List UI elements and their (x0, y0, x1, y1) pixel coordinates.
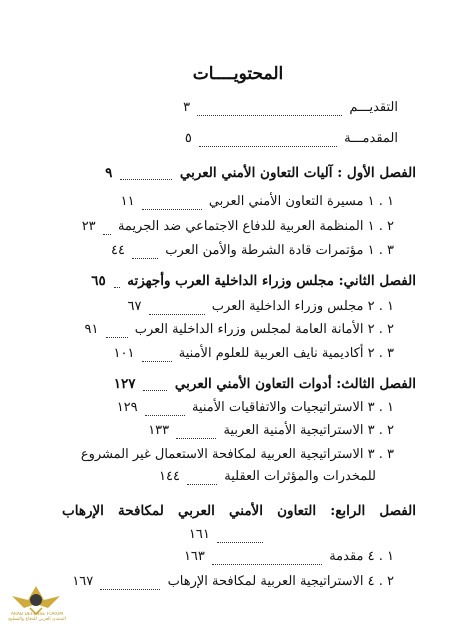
leader-dots (106, 323, 128, 338)
toc-entry-page: ١٦١ (188, 527, 210, 542)
toc-chapter-1 (105, 162, 416, 182)
toc-entry-3-1 (117, 398, 394, 418)
watermark-logo-icon (4, 578, 68, 634)
toc-entry-text: الفصل الثاني: مجلس وزراء الداخلية العرب وأجهزته (127, 272, 416, 289)
toc-entry-page: ٢٣ (81, 219, 96, 234)
leader-dots (176, 424, 216, 439)
toc-entry-1-3 (111, 241, 394, 261)
leader-dots (143, 376, 167, 391)
toc-entry-page: ٦٧ (127, 299, 142, 314)
toc-entry-page: ١٣٣ (148, 423, 170, 438)
toc-entry-1-2 (82, 217, 394, 237)
toc-entry-3-2 (148, 421, 394, 441)
leader-dots (197, 101, 342, 116)
toc-entry-3-3 (81, 445, 394, 465)
toc-chapter-4 (62, 501, 416, 521)
toc-entry-2-1 (128, 297, 394, 317)
leader-dots (120, 165, 172, 180)
leader-dots (142, 347, 172, 362)
toc-entry-1-1 (121, 192, 394, 212)
leader-dots (114, 273, 120, 288)
toc-entry-2-3 (114, 344, 394, 364)
toc-entry-text: ٢ . ١ المنظمة العربية للدفاع الاجتماعي ضد الجريمة (117, 219, 394, 234)
toc-entry-text: ٢ . ٤ الاستراتيجية العربية لمكافحة الإرهاب (167, 574, 394, 589)
toc-entry-text: ١ . ٢ مجلس وزراء الداخلية العرب (211, 299, 394, 314)
toc-entry-text: التقديـــم (349, 100, 398, 115)
toc-entry-introduction (183, 98, 398, 118)
toc-entry-page: ١٠١ (113, 346, 135, 361)
toc-entry-text: ١ . ٤ مقدمة (329, 549, 394, 564)
watermark-logo-text (6, 612, 68, 622)
toc-entry-text: ٢ . ٣ الاستراتيجية الأمنية العربية (223, 423, 394, 438)
toc-entry-page: ١٢٩ (116, 400, 138, 415)
leader-dots (212, 550, 322, 565)
toc-entry-2-2 (85, 320, 395, 340)
toc-entry-4-1 (184, 547, 394, 567)
leader-dots (199, 132, 337, 147)
toc-entry-preface (185, 129, 398, 149)
toc-entry-page: ١٢٧ (113, 375, 136, 392)
toc-chapter-4-cont (189, 525, 266, 545)
leader-dots (100, 575, 160, 590)
toc-entry-text: للمخدرات والمؤثرات العقلية (224, 469, 376, 484)
toc-entry-page: ١٤٤ (159, 469, 180, 484)
leader-dots (149, 300, 205, 315)
toc-entry-text: الفصل الرابع: التعاون الأمني العربي لمكافحة الإرهاب (62, 503, 416, 519)
toc-entry-page: ٣ (183, 100, 191, 115)
leader-dots (103, 220, 111, 235)
toc-entry-text: ٢ . ٢ الأمانة العامة لمجلس وزراء الداخلية العرب (134, 322, 394, 337)
toc-chapter-3 (114, 373, 416, 393)
logo-line-en: ARAB DEFENSE FORUM (10, 612, 64, 617)
leader-dots (132, 244, 158, 259)
toc-entry-page: ٩١ (84, 322, 99, 337)
toc-entry-text: الفصل الثالث: أدوات التعاون الأمني العربي (174, 375, 416, 392)
leader-dots (145, 401, 185, 416)
toc-entry-text: ١ . ٣ الاستراتيجيات والاتفاقيات الأمنية (191, 400, 394, 415)
toc-entry-page: ١١ (120, 194, 135, 209)
toc-entry-text: ٣ . ٢ أكاديمية نايف العربية للعلوم الأمنية (178, 346, 394, 361)
toc-entry-page: ١٦٣ (183, 549, 205, 564)
toc-entry-page: ٥ (184, 131, 192, 146)
logo-line-ar: المنتدى العربي للدفاع والتسليح (8, 617, 66, 622)
toc-entry-text: ٣ . ٣ الاستراتيجية العربية لمكافحة الاستعمال غير المشروع (80, 447, 394, 462)
leader-dots (142, 195, 202, 210)
page-title: المحتويــــات (192, 64, 284, 84)
toc-entry-page: ٤٤ (111, 243, 125, 258)
toc-entry-3-3-cont (159, 467, 376, 487)
toc-entry-page: ١٦٧ (72, 574, 94, 589)
toc-entry-text: ٣ . ١ مؤتمرات قادة الشرطة والأمن العرب (165, 243, 394, 258)
toc-entry-text: الفصل الأول : آليات التعاون الأمني العربي (179, 164, 416, 181)
toc-entry-page: ٦٥ (91, 272, 106, 289)
leader-dots (187, 470, 217, 485)
toc-chapter-2 (91, 270, 416, 290)
toc-entry-text: ١ . ١ مسيرة التعاون الأمني العربي (208, 194, 394, 209)
toc-entry-page: ٩ (105, 164, 113, 181)
leader-dots (217, 528, 263, 543)
toc-entry-4-2 (72, 572, 394, 592)
toc-entry-text: المقدمـــة (344, 131, 398, 146)
